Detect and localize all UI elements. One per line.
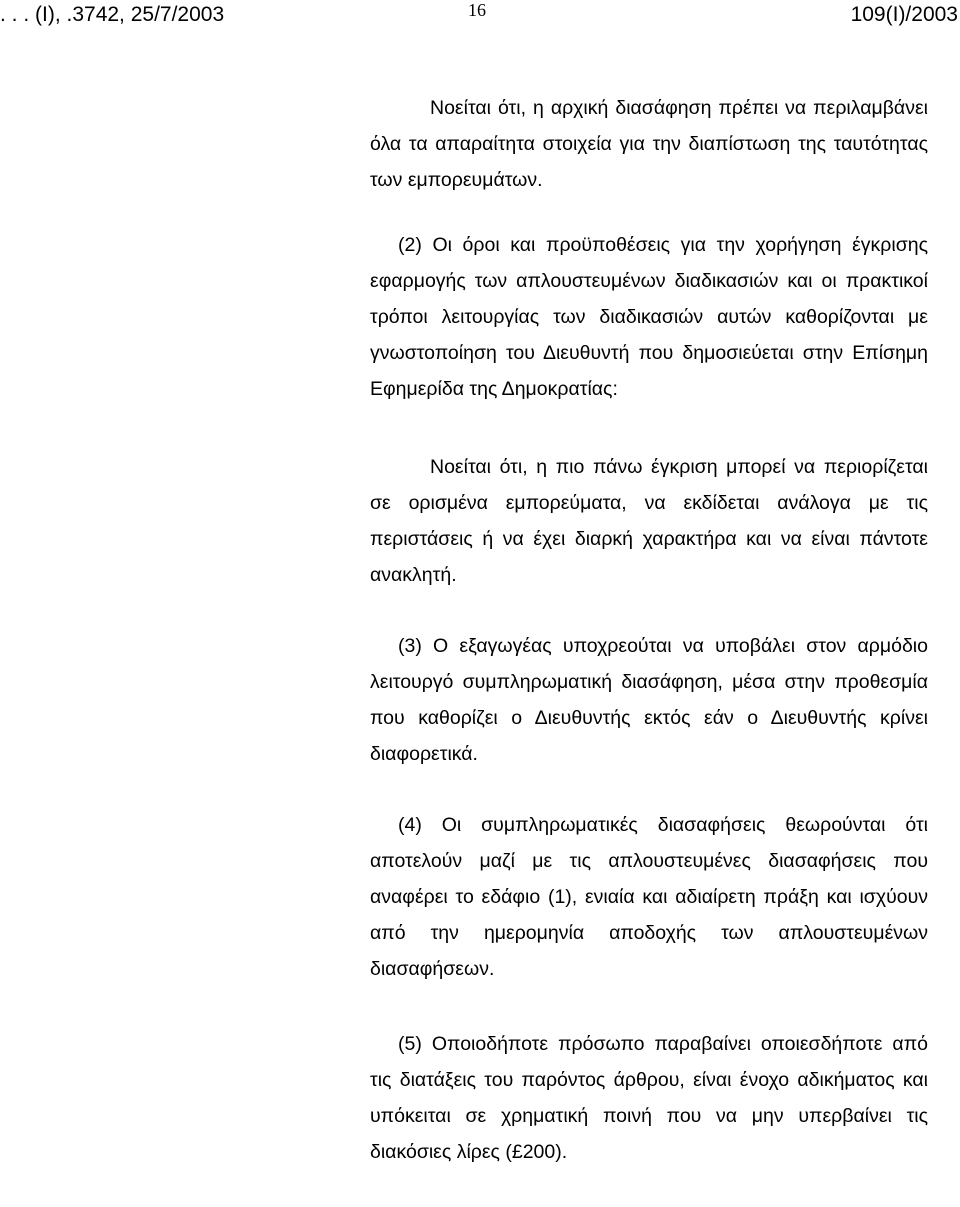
document-body — [370, 90, 928, 1170]
paragraph-subsection-2: (2) Οι όροι και προϋποθέσεις για την χορήγηση έγκρισης εφαρμογής των απλουστευμένων διαδικασιών και οι πρακτικοί τρόποι λειτουργίας των διαδικασιών αυτών καθορίζονται με γνωστοποίηση του Διευθυντή που δημοσιεύεται στην Επίσημη Εφημερίδα της Δημοκρατίας: — [370, 234, 928, 400]
paragraph-subsection-4: (4) Οι συμπληρωματικές διασαφήσεις θεωρούνται ότι αποτελούν μαζί με τις απλουστευμένες διασαφήσεις που αναφέρει το εδάφιο (1), ενιαία και αδιαίρετη πράξη και ισχύουν από την ημερομηνία αποδοχής των απλουστευμένων διασαφήσεων. — [370, 814, 928, 980]
paragraph-subsection-5: (5) Οποιοδήποτε πρόσωπο παραβαίνει οποιεσδήποτε από τις διατάξεις του παρόντος άρθρου, είναι ένοχο αδικήματος και υπόκειται σε χρηματική ποινή που να μην υπερβαίνει τις διακόσιες λίρες (£200). — [370, 1033, 928, 1163]
gazette-reference: . . . (Ι), .3742, 25/7/2003 — [0, 3, 225, 26]
paragraph-proviso-1: Νοείται ότι, η αρχική διασάφηση πρέπει να περιλαμβάνει όλα τα απαραίτητα στοιχεία για την διαπίστωση της ταυτότητας των εμπορευμάτων. — [370, 97, 928, 191]
law-number: 109(Ι)/2003 — [850, 3, 958, 26]
paragraph-proviso-2: Νοείται ότι, η πιο πάνω έγκριση μπορεί να περιορίζεται σε ορισμένα εμπορεύματα, να εκδίδεται ανάλογα με τις περιστάσεις ή να έχει διαρκή χαρακτήρα και να είναι πάντοτε ανακλητή. — [370, 456, 928, 586]
page-number: 16 — [468, 0, 486, 20]
page-header — [0, 0, 960, 40]
paragraph-subsection-3: (3) Ο εξαγωγέας υποχρεούται να υποβάλει στον αρμόδιο λειτουργό συμπληρωματική διασάφηση, μέσα στην προθεσμία που καθορίζει ο Διευθυντής εκτός εάν ο Διευθυντής κρίνει διαφορετικά. — [370, 635, 928, 765]
